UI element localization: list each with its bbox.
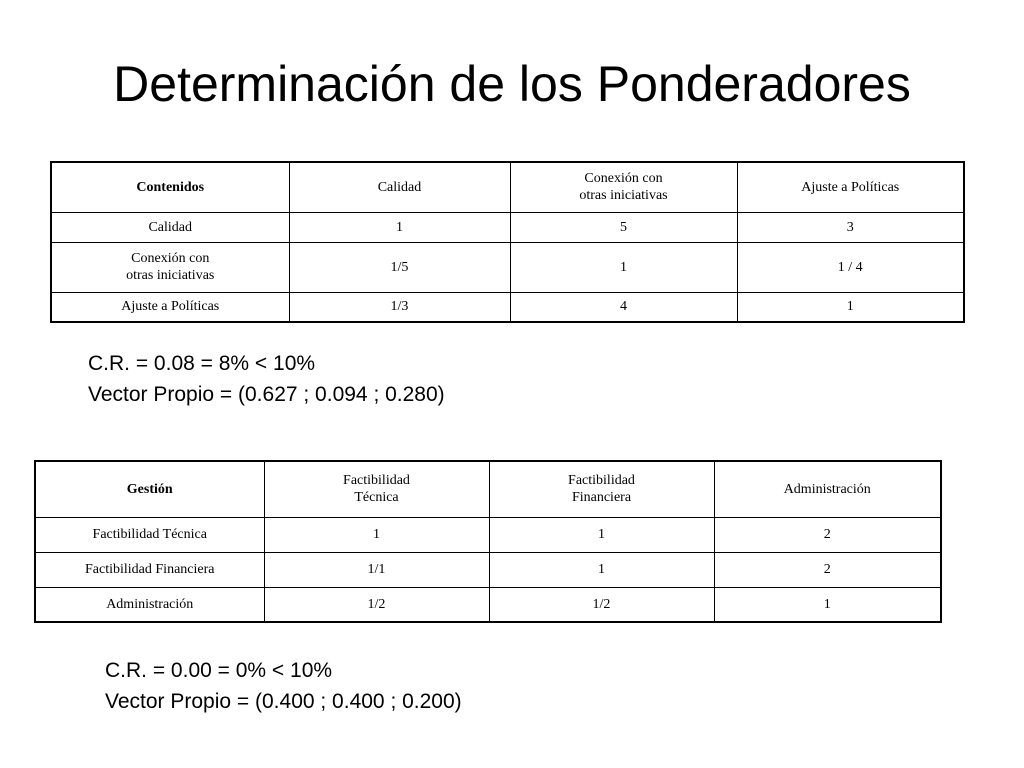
table-cell: 2 <box>714 517 941 552</box>
table-cell: 1 / 4 <box>737 242 964 292</box>
consistency-note-gestion <box>105 655 462 717</box>
table-cell: 1/3 <box>289 292 510 322</box>
table-row <box>51 242 964 292</box>
table-row <box>51 292 964 322</box>
gestion-comparison-table <box>34 460 942 623</box>
table-header-row <box>51 162 964 212</box>
table-cell: 1 <box>714 587 941 622</box>
eigenvector: Vector Propio = (0.627 ; 0.094 ; 0.280) <box>88 383 445 406</box>
table-cell: 1/5 <box>289 242 510 292</box>
column-header <box>737 162 964 212</box>
row-label-line: Conexión con <box>131 251 210 266</box>
consistency-ratio: C.R. = 0.08 = 8% < 10% <box>88 352 316 375</box>
table-cell: 2 <box>714 552 941 587</box>
column-header <box>510 162 737 212</box>
table-row <box>35 552 941 587</box>
contenidos-comparison-table <box>50 161 965 323</box>
table-cell: 1 <box>737 292 964 322</box>
table-cell: 1 <box>264 517 489 552</box>
column-header-line: Ajuste a Políticas <box>801 179 900 195</box>
row-label: Factibilidad Técnica <box>35 517 264 552</box>
table-corner-header: Contenidos <box>51 162 289 212</box>
row-label <box>51 242 289 292</box>
table-row <box>35 517 941 552</box>
row-label <box>51 212 289 242</box>
table-cell: 3 <box>737 212 964 242</box>
column-header <box>714 461 941 517</box>
column-header-line: otras iniciativas <box>579 188 668 204</box>
column-header-line: Administración <box>783 481 871 497</box>
row-label: Factibilidad Financiera <box>35 552 264 587</box>
row-label-line: Calidad <box>148 219 193 235</box>
column-header-line: Calidad <box>377 179 422 195</box>
table-row <box>35 587 941 622</box>
slide-title: Determinación de los Ponderadores <box>113 56 911 112</box>
column-header-line: Financiera <box>571 490 632 506</box>
table-header-row <box>35 461 941 517</box>
table-corner-header: Gestión <box>35 461 264 517</box>
column-header <box>489 461 714 517</box>
column-header-line: Conexión con <box>584 171 663 187</box>
table-cell: 1 <box>489 552 714 587</box>
table-cell: 1 <box>289 212 510 242</box>
column-header-line: Factibilidad <box>343 473 410 489</box>
row-label-line: Ajuste a Políticas <box>121 299 220 315</box>
row-label: Administración <box>35 587 264 622</box>
table-cell: 1/2 <box>489 587 714 622</box>
row-label <box>51 292 289 322</box>
table-cell: 4 <box>510 292 737 322</box>
eigenvector: Vector Propio = (0.400 ; 0.400 ; 0.200) <box>105 690 462 713</box>
table-cell: 5 <box>510 212 737 242</box>
column-header-line: Técnica <box>354 490 399 506</box>
column-header <box>264 461 489 517</box>
column-header <box>289 162 510 212</box>
consistency-note-contenidos <box>88 348 445 410</box>
table-cell: 1 <box>489 517 714 552</box>
table-cell: 1/2 <box>264 587 489 622</box>
table-cell: 1 <box>510 242 737 292</box>
table-cell: 1/1 <box>264 552 489 587</box>
column-header-line: Factibilidad <box>568 473 635 489</box>
consistency-ratio: C.R. = 0.00 = 0% < 10% <box>105 659 333 682</box>
table-row <box>51 212 964 242</box>
row-label-line: otras iniciativas <box>126 268 215 283</box>
